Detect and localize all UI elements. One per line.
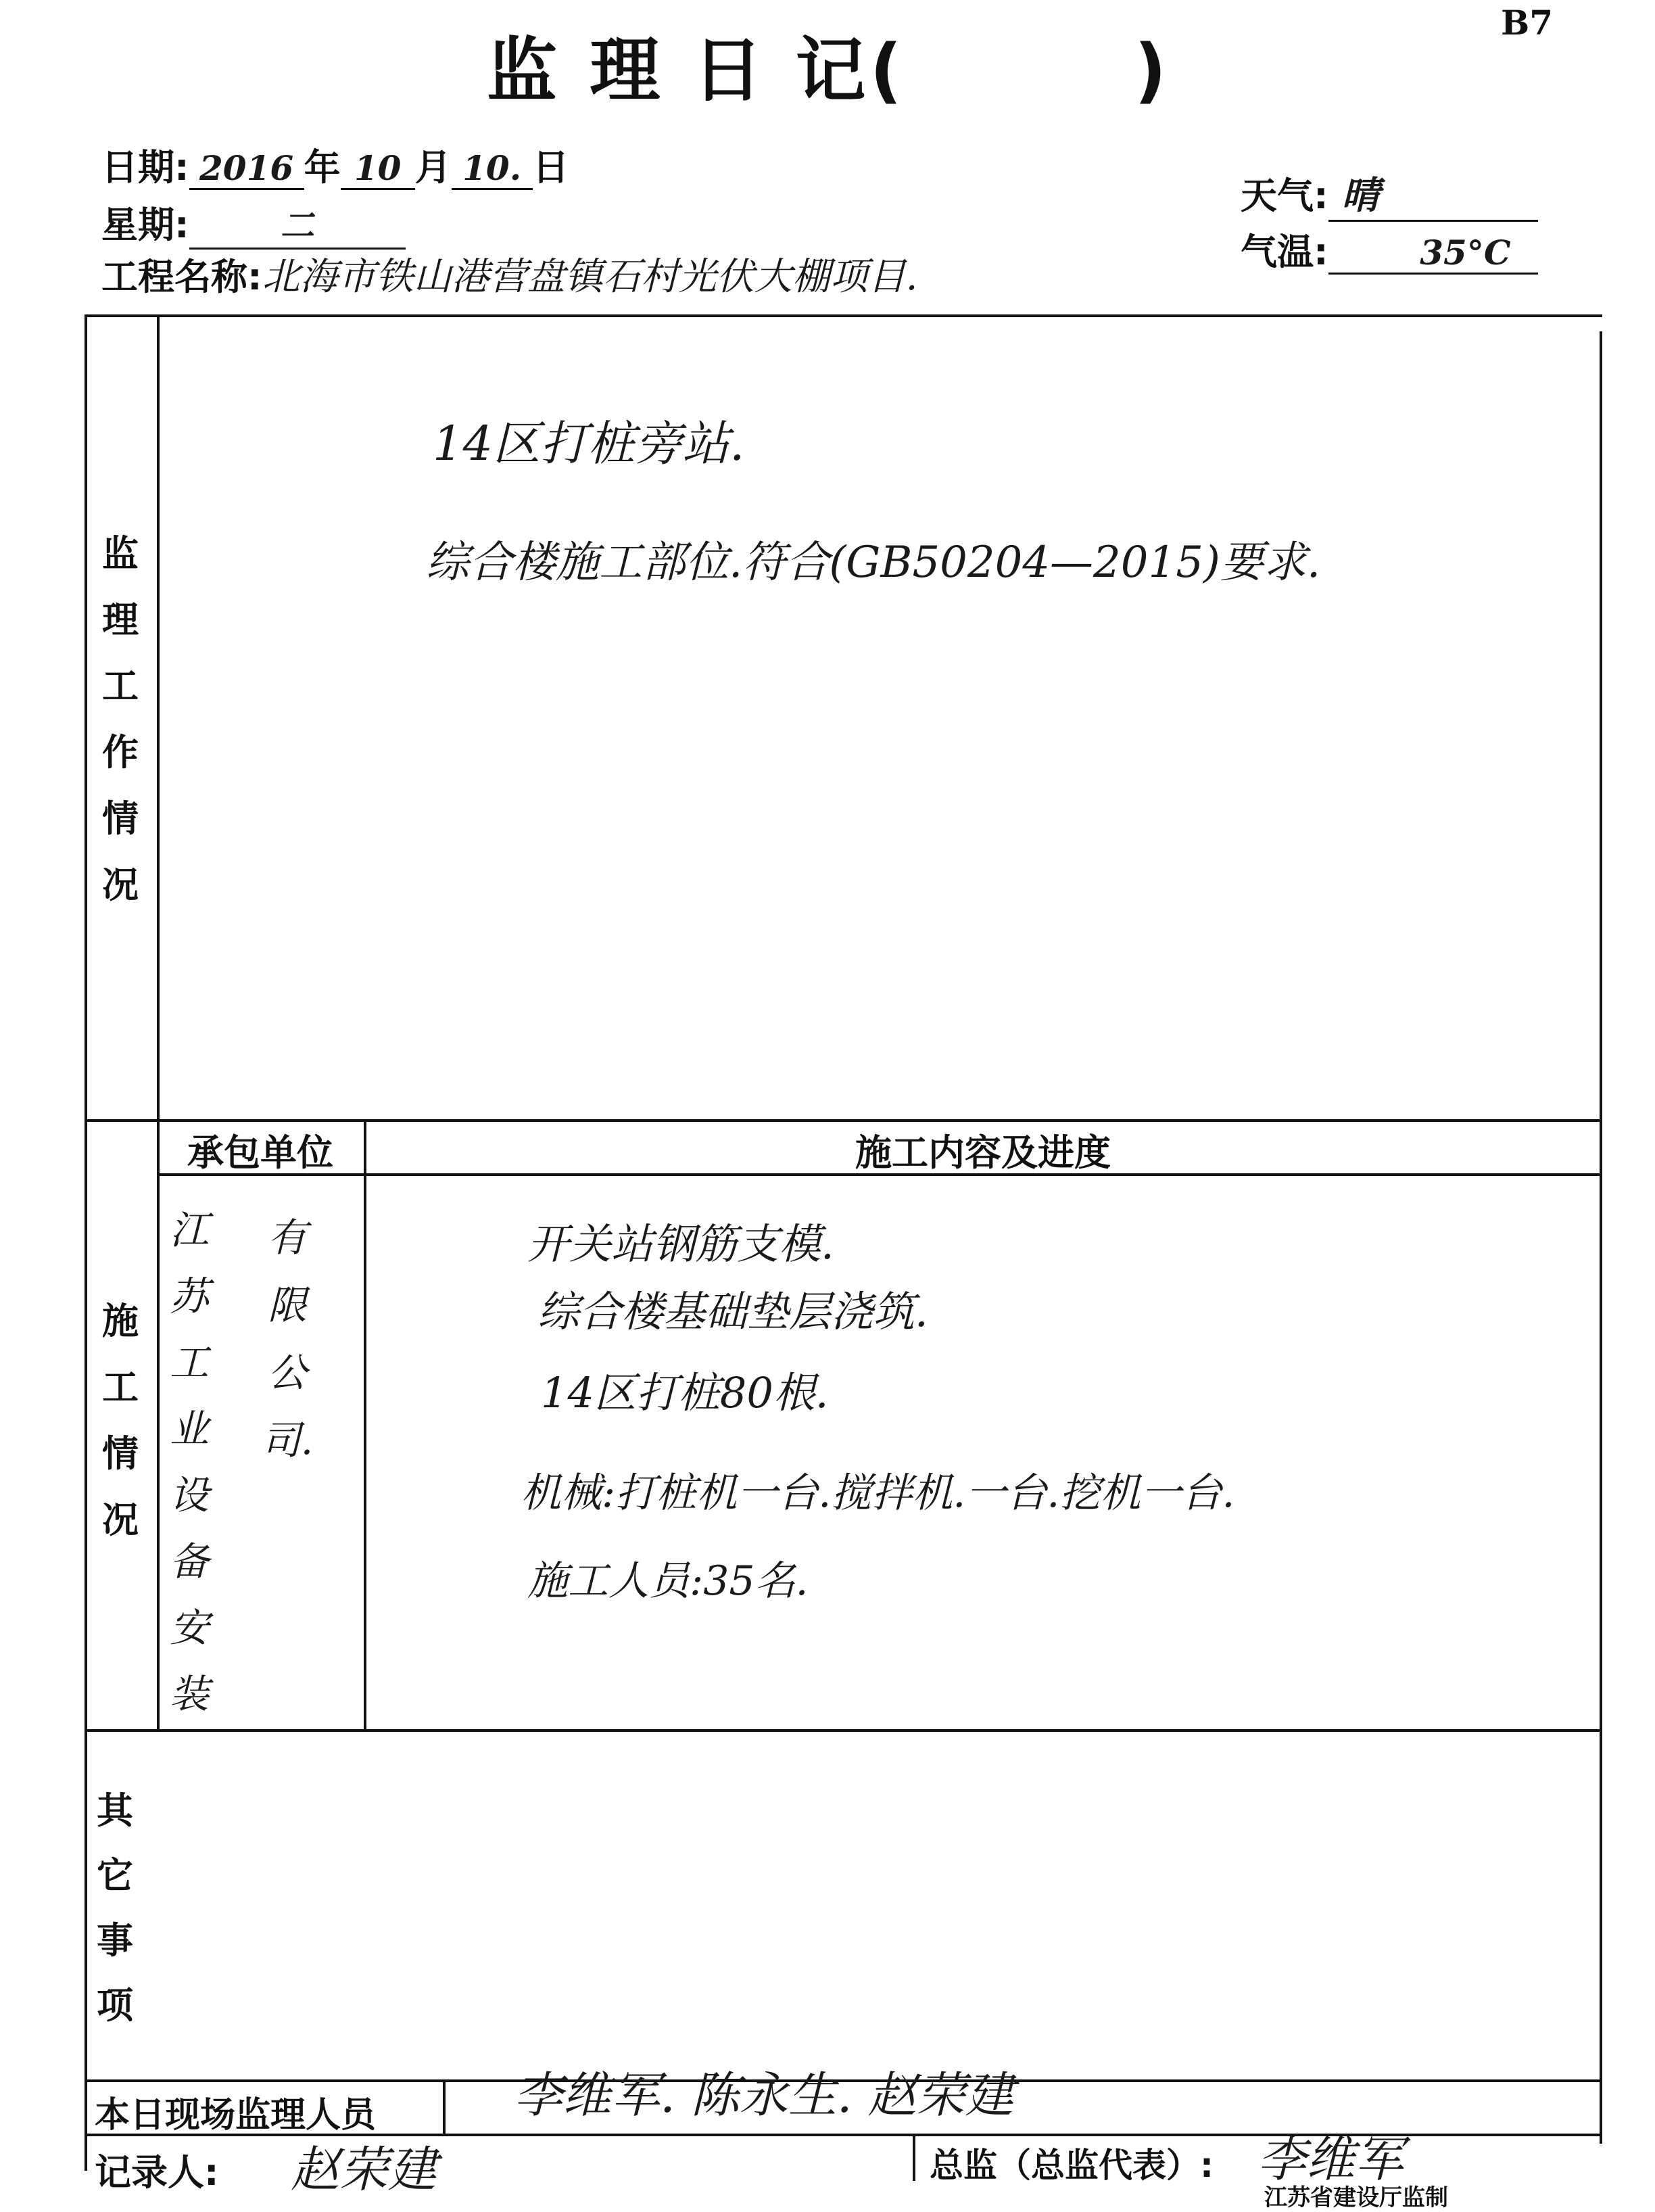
table-right-border [1600, 331, 1602, 2144]
recorder-signature: 赵荣建 [291, 2141, 437, 2198]
recorder-label: 记录人: [95, 2151, 219, 2194]
label-char: 况 [102, 864, 139, 906]
label-char: 作 [102, 731, 139, 774]
label-char: 项 [97, 1984, 133, 2027]
month-unit: 月 [414, 146, 452, 189]
staff-label-divider [443, 2079, 446, 2134]
weekday-row [101, 196, 406, 250]
supervision-section-label [100, 521, 141, 918]
date-month: 10 [341, 148, 415, 190]
label-char: 它 [97, 1854, 133, 1897]
staff-signatures: 李维军. 陈永生. 赵荣建 [514, 2067, 1014, 2123]
weather-label: 天气: [1241, 174, 1328, 217]
contractor-char: 安 [169, 1605, 209, 1651]
contractor-char: 司. [261, 1417, 314, 1463]
staff-label: 本日现场监理人员 [95, 2095, 377, 2136]
contractor-char: 江 [169, 1207, 209, 1253]
label-char: 其 [97, 1789, 133, 1832]
weekday-value: 二 [189, 199, 406, 250]
recorder-chief-divider [913, 2134, 915, 2181]
progress-line-5: 施工人员:35名. [527, 1557, 809, 1605]
date-row [101, 139, 569, 191]
contractor-name-col-1 [166, 1197, 213, 1727]
label-char: 情 [102, 797, 139, 840]
contractor-header: 承包单位 [187, 1131, 333, 1174]
contractor-char: 业 [169, 1406, 209, 1452]
progress-line-3: 14区打桩80根. [541, 1368, 829, 1417]
weather-value: 晴 [1328, 166, 1538, 222]
contractor-char: 苏 [169, 1273, 209, 1319]
label-char: 事 [97, 1919, 133, 1962]
label-char: 情 [102, 1432, 139, 1475]
label-char: 监 [102, 532, 139, 575]
progress-line-2: 综合楼基础垫层浇筑. [537, 1287, 928, 1336]
project-row [101, 247, 917, 301]
contractor-char: 工 [169, 1340, 209, 1386]
table-top-border [85, 314, 1602, 317]
table-left-border [85, 314, 87, 2171]
label-char: 工 [102, 1366, 139, 1409]
project-label: 工程名称: [101, 256, 262, 298]
divider-construction-other [85, 1729, 1602, 1732]
page-title: 监 理 日 记( ) [487, 29, 1171, 112]
contractor-char: 设 [169, 1472, 209, 1518]
contractor-char: 装 [169, 1671, 209, 1717]
date-day: 10. [452, 148, 533, 190]
weekday-label: 星期: [101, 204, 189, 246]
contractor-char: 有 [267, 1215, 307, 1261]
divider-supervision-construction [85, 1119, 1602, 1122]
progress-line-1: 开关站钢筋支模. [527, 1219, 834, 1269]
date-year: 2016 [189, 148, 304, 190]
label-char: 理 [102, 598, 139, 641]
temp-row [1241, 223, 1538, 275]
form-code: B7 [1501, 3, 1554, 43]
weather-row [1241, 166, 1538, 222]
supervision-line-2: 综合楼施工部位.符合(GB50204—2015)要求. [426, 538, 1321, 588]
contractor-char: 公 [267, 1350, 307, 1396]
temp-label: 气温: [1241, 231, 1328, 273]
project-value: 北海市铁山港营盘镇石村光伏大棚项目. [262, 255, 918, 299]
year-unit: 年 [304, 146, 341, 189]
contractor-name-col-2 [250, 1204, 325, 1474]
chief-label: 总监（总监代表）: [930, 2146, 1214, 2185]
temp-value: 35°C [1328, 233, 1538, 275]
contractor-char: 限 [267, 1282, 307, 1328]
date-label: 日期: [101, 146, 189, 189]
label-char: 工 [102, 665, 139, 707]
chief-signature: 李维军 [1257, 2131, 1404, 2188]
other-section-label [95, 1779, 135, 2038]
progress-line-4: 机械:打桩机一台.搅拌机.一台.挖机一台. [521, 1469, 1235, 1517]
label-char: 施 [102, 1300, 139, 1342]
contractor-char: 备 [169, 1538, 209, 1584]
supervision-line-1: 14区打桩旁站. [433, 416, 745, 471]
construction-section-label [100, 1288, 141, 1553]
day-unit: 日 [532, 146, 569, 189]
label-char: 况 [102, 1499, 139, 1541]
label-column-divider [157, 314, 160, 1731]
progress-header: 施工内容及进度 [855, 1131, 1111, 1174]
issuer-text: 江苏省建设厅监制 [1264, 2184, 1448, 2211]
contractor-column-divider [364, 1119, 366, 1729]
